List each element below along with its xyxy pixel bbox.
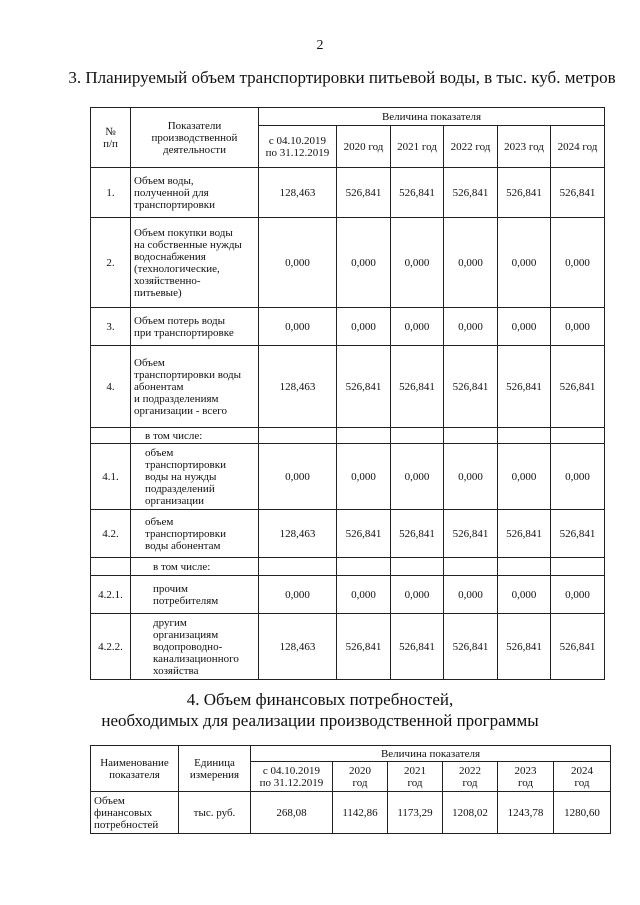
row-number: 4. bbox=[91, 346, 131, 428]
row-value: 0,000 bbox=[259, 444, 337, 510]
row-value: 526,841 bbox=[498, 614, 551, 680]
row-value: 1243,78 bbox=[498, 792, 554, 834]
row-indicator: в том числе: bbox=[131, 558, 259, 576]
row-number: 2. bbox=[91, 218, 131, 308]
row-value: 526,841 bbox=[444, 510, 498, 558]
row-value: 526,841 bbox=[337, 168, 391, 218]
row-value: 0,000 bbox=[498, 308, 551, 346]
header-period: с 04.10.2019 по 31.12.2019 bbox=[259, 126, 337, 168]
row-value: 526,841 bbox=[391, 510, 444, 558]
table-row bbox=[91, 218, 605, 308]
row-value: 1280,60 bbox=[554, 792, 611, 834]
header-period: 2020 год bbox=[333, 762, 388, 792]
header-value-group: Величина показателя bbox=[259, 108, 605, 126]
row-value bbox=[498, 428, 551, 444]
row-value: 526,841 bbox=[391, 168, 444, 218]
header-period: 2020 год bbox=[337, 126, 391, 168]
section3-title: 3. Планируемый объем транспортировки питьевой воды, в тыс. куб. метров bbox=[68, 68, 616, 87]
row-value: 0,000 bbox=[337, 218, 391, 308]
header-value-group: Величина показателя bbox=[251, 746, 611, 762]
row-value: 0,000 bbox=[259, 308, 337, 346]
header-period: 2024 год bbox=[554, 762, 611, 792]
section4-title-line2: необходимых для реализации производственной программы bbox=[101, 711, 539, 730]
row-value bbox=[259, 558, 337, 576]
row-number: 4.2. bbox=[91, 510, 131, 558]
row-value: 0,000 bbox=[551, 444, 605, 510]
header-period: 2021 год bbox=[388, 762, 443, 792]
row-value: 0,000 bbox=[551, 218, 605, 308]
row-indicator: прочим потребителям bbox=[131, 576, 259, 614]
row-value: 526,841 bbox=[391, 346, 444, 428]
row-value: 0,000 bbox=[337, 308, 391, 346]
row-value: 526,841 bbox=[551, 510, 605, 558]
row-value bbox=[444, 558, 498, 576]
row-value: 526,841 bbox=[551, 168, 605, 218]
row-value: 0,000 bbox=[259, 576, 337, 614]
header-period: 2022 год bbox=[443, 762, 498, 792]
header-num: № п/п bbox=[91, 108, 131, 168]
row-value bbox=[444, 428, 498, 444]
table-row bbox=[91, 792, 611, 834]
row-value: 128,463 bbox=[259, 510, 337, 558]
row-number: 4.1. bbox=[91, 444, 131, 510]
row-number: 1. bbox=[91, 168, 131, 218]
header-unit: Единица измерения bbox=[179, 746, 251, 792]
table-row bbox=[91, 444, 605, 510]
row-number: 4.2.2. bbox=[91, 614, 131, 680]
row-indicator: в том числе: bbox=[131, 428, 259, 444]
row-value: 1173,29 bbox=[388, 792, 443, 834]
row-value: 526,841 bbox=[444, 614, 498, 680]
row-value: 0,000 bbox=[444, 444, 498, 510]
row-value bbox=[551, 558, 605, 576]
row-value: 0,000 bbox=[498, 576, 551, 614]
row-indicator: объем транспортировки воды на нужды подразделений организации bbox=[131, 444, 259, 510]
row-indicator: Объем покупки воды на собственные нужды водоснабжения (технологические, хозяйственно- питьевые) bbox=[131, 218, 259, 308]
row-value: 526,841 bbox=[551, 614, 605, 680]
row-value: 0,000 bbox=[498, 218, 551, 308]
water-transport-table bbox=[90, 107, 605, 680]
section4-title-line1: 4. Объем финансовых потребностей, bbox=[186, 690, 454, 709]
row-value bbox=[498, 558, 551, 576]
financial-needs-table bbox=[90, 745, 611, 834]
row-value: 0,000 bbox=[259, 218, 337, 308]
header-period: 2021 год bbox=[391, 126, 444, 168]
row-value: 0,000 bbox=[337, 576, 391, 614]
row-number: 4.2.1. bbox=[91, 576, 131, 614]
table-row bbox=[91, 576, 605, 614]
row-value: 526,841 bbox=[444, 168, 498, 218]
header-period: 2023 год bbox=[498, 762, 554, 792]
row-value: 0,000 bbox=[391, 444, 444, 510]
page-number: 2 bbox=[316, 38, 324, 53]
row-value bbox=[259, 428, 337, 444]
row-value: 526,841 bbox=[444, 346, 498, 428]
row-indicator: объем транспортировки воды абонентам bbox=[131, 510, 259, 558]
header-period: с 04.10.2019 по 31.12.2019 bbox=[251, 762, 333, 792]
row-indicator: Объем потерь воды при транспортировке bbox=[131, 308, 259, 346]
row-value: 0,000 bbox=[444, 308, 498, 346]
table-row bbox=[91, 614, 605, 680]
row-value: 0,000 bbox=[337, 444, 391, 510]
row-indicator: другим организациям водопроводно- канализационного хозяйства bbox=[131, 614, 259, 680]
row-value: 526,841 bbox=[337, 346, 391, 428]
row-value: 128,463 bbox=[259, 168, 337, 218]
row-value: 526,841 bbox=[498, 510, 551, 558]
row-value: 526,841 bbox=[337, 614, 391, 680]
row-value bbox=[391, 428, 444, 444]
row-value: 526,841 bbox=[498, 346, 551, 428]
header-period: 2024 год bbox=[551, 126, 605, 168]
row-value: 128,463 bbox=[259, 346, 337, 428]
row-value: 526,841 bbox=[551, 346, 605, 428]
row-unit: тыс. руб. bbox=[179, 792, 251, 834]
header-name: Наименование показателя bbox=[91, 746, 179, 792]
row-value: 0,000 bbox=[551, 576, 605, 614]
row-value: 268,08 bbox=[251, 792, 333, 834]
row-number: 3. bbox=[91, 308, 131, 346]
row-value: 128,463 bbox=[259, 614, 337, 680]
row-value: 0,000 bbox=[391, 576, 444, 614]
row-value: 0,000 bbox=[444, 576, 498, 614]
header-period: 2023 год bbox=[498, 126, 551, 168]
header-indicator: Показатели производственной деятельности bbox=[131, 108, 259, 168]
row-number bbox=[91, 428, 131, 444]
row-value: 1142,86 bbox=[333, 792, 388, 834]
row-value bbox=[391, 558, 444, 576]
row-value: 0,000 bbox=[498, 444, 551, 510]
row-indicator: Объем воды, полученной для транспортировки bbox=[131, 168, 259, 218]
row-value bbox=[337, 428, 391, 444]
table-row bbox=[91, 308, 605, 346]
row-value: 526,841 bbox=[498, 168, 551, 218]
table-row bbox=[91, 346, 605, 428]
row-value: 0,000 bbox=[391, 308, 444, 346]
row-value: 0,000 bbox=[444, 218, 498, 308]
header-period: 2022 год bbox=[444, 126, 498, 168]
row-value: 526,841 bbox=[391, 614, 444, 680]
table-row bbox=[91, 168, 605, 218]
row-indicator: Объем транспортировки воды абонентам и подразделениям организации - всего bbox=[131, 346, 259, 428]
table-row bbox=[91, 558, 605, 576]
table-row bbox=[91, 510, 605, 558]
row-value bbox=[551, 428, 605, 444]
row-value: 0,000 bbox=[391, 218, 444, 308]
table-row bbox=[91, 428, 605, 444]
row-name: Объем финансовых потребностей bbox=[91, 792, 179, 834]
row-value: 526,841 bbox=[337, 510, 391, 558]
row-number bbox=[91, 558, 131, 576]
row-value: 0,000 bbox=[551, 308, 605, 346]
row-value bbox=[337, 558, 391, 576]
row-value: 1208,02 bbox=[443, 792, 498, 834]
